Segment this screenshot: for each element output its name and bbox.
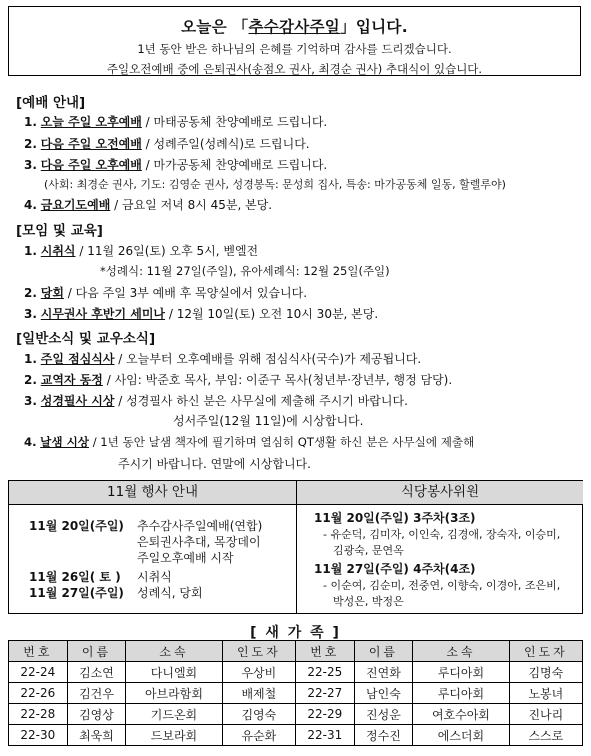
table-header-row bbox=[9, 641, 583, 662]
table-cell: 우상비 bbox=[222, 662, 295, 683]
table-cell: 배제철 bbox=[222, 683, 295, 704]
event-date: 11월 20일(주일) bbox=[29, 519, 124, 533]
event-date: 11월 26일( 토 ) bbox=[29, 570, 121, 584]
events-box bbox=[8, 480, 583, 614]
table-cell: 22-26 bbox=[9, 683, 68, 704]
col-header: 이름 bbox=[67, 641, 126, 662]
meeting-sub: *성례식: 11월 27일(주일), 유아세례식: 12월 25일(주일) bbox=[100, 264, 390, 278]
col-header: 번호 bbox=[9, 641, 68, 662]
table-cell: 루디아회 bbox=[413, 683, 509, 704]
table-cell: 남인숙 bbox=[354, 683, 413, 704]
table-row bbox=[9, 704, 583, 725]
header-box bbox=[8, 6, 581, 76]
table-cell: 노봉녀 bbox=[509, 683, 582, 704]
meeting-item: 1. 시취식 / 11월 26일(토) 오후 5시, 벧엘전 bbox=[24, 244, 259, 258]
duty-members: - 이순여, 김순미, 전중연, 이향숙, 이경아, 조은비, bbox=[323, 579, 561, 592]
table-cell: 김건우 bbox=[67, 683, 126, 704]
event-line: 성례식, 당회 bbox=[137, 586, 203, 600]
table-cell: 루디아회 bbox=[413, 662, 509, 683]
duty-members: - 유순덕, 김미자, 이인숙, 김경애, 장숙자, 이승미, bbox=[323, 528, 561, 541]
news-item: 3. 성경필사 시상 / 성경필사 하신 분은 사무실에 제출해 주시기 바랍니다. bbox=[24, 394, 408, 408]
table-cell: 김소연 bbox=[67, 662, 126, 683]
page-title: 오늘은 「추수감사주일」입니다. bbox=[181, 18, 408, 36]
title-keyword: 추수감사주일 bbox=[248, 18, 341, 36]
table-cell: 진연화 bbox=[354, 662, 413, 683]
worship-item: 4. 금요기도예배 / 금요일 저녁 8시 45분, 본당. bbox=[24, 198, 273, 212]
table-cell: 김명숙 bbox=[509, 662, 582, 683]
worship-item: 3. 다음 주일 오후예배 / 마가공동체 찬양예배로 드립니다. bbox=[24, 158, 328, 172]
event-line: 추수감사주일예배(연합) bbox=[137, 519, 263, 533]
col-header: 이름 bbox=[354, 641, 413, 662]
col-header: 인도자 bbox=[509, 641, 582, 662]
col-header: 소속 bbox=[126, 641, 222, 662]
table-cell: 22-30 bbox=[9, 725, 68, 746]
header-line-1: 1년 동안 받은 하나님의 은혜를 기억하며 감사를 드리겠습니다. bbox=[137, 42, 452, 56]
table-cell: 최욱희 bbox=[67, 725, 126, 746]
table-cell: 22-25 bbox=[295, 662, 354, 683]
col-header: 번호 bbox=[295, 641, 354, 662]
news-sub-4: 주시기 바랍니다. 연말에 시상합니다. bbox=[118, 457, 311, 471]
table-cell: 22-31 bbox=[295, 725, 354, 746]
events-divider bbox=[296, 481, 297, 613]
event-line: 시취식 bbox=[137, 570, 172, 584]
duty-members: 김광숙, 문연옥 bbox=[333, 544, 404, 557]
table-cell: 22-28 bbox=[9, 704, 68, 725]
worship-item: 2. 다음 주일 오전예배 / 성례주일(성례식)로 드립니다. bbox=[24, 137, 310, 151]
worship-item: 1. 오늘 주일 오후예배 / 마태공동체 찬양예배로 드립니다. bbox=[24, 115, 328, 129]
news-item: 1. 주일 점심식사 / 오늘부터 오후예배를 위해 점심식사(국수)가 제공됩니다. bbox=[24, 352, 422, 366]
event-line: 주일오후예배 시작 bbox=[137, 551, 234, 565]
table-cell: 22-29 bbox=[295, 704, 354, 725]
table-cell: 에스더회 bbox=[413, 725, 509, 746]
table-cell: 여호수아회 bbox=[413, 704, 509, 725]
new-family-title: [ 새 가 족 ] bbox=[250, 625, 341, 641]
duty-heading: 식당봉사위원 bbox=[296, 481, 583, 505]
worship-section-title: [예배 안내] bbox=[16, 95, 86, 111]
new-family-table bbox=[8, 640, 583, 746]
header-line-2: 주일오전예배 중에 은퇴권사(송점오 권사, 최경순 권사) 추대식이 있습니다. bbox=[106, 62, 483, 76]
table-cell: 22-27 bbox=[295, 683, 354, 704]
table-cell: 스스로 bbox=[509, 725, 582, 746]
table-row bbox=[9, 725, 583, 746]
news-sub-3: 성서주일(12월 11일)에 시상합니다. bbox=[173, 414, 364, 428]
table-cell: 유순화 bbox=[222, 725, 295, 746]
duty-group-head: 11월 20일(주일) 3주차(3조) bbox=[314, 511, 476, 525]
table-cell: 기드온회 bbox=[126, 704, 222, 725]
events-heading: 11월 행사 안내 bbox=[9, 481, 296, 505]
news-item: 4. 날샘 시상 / 1년 동안 날샘 책자에 필기하며 열심히 QT생활 하신 분은 사무실에 제출해 bbox=[24, 435, 475, 449]
table-cell: 드보라회 bbox=[126, 725, 222, 746]
col-header: 인도자 bbox=[222, 641, 295, 662]
table-row bbox=[9, 683, 583, 704]
table-cell: 다니엘회 bbox=[126, 662, 222, 683]
news-item: 2. 교역자 동정 / 사임: 박준호 목사, 부임: 이준구 목사(청년부·장년부, 행정 담당). bbox=[24, 373, 453, 387]
table-cell: 진성운 bbox=[354, 704, 413, 725]
meeting-section-title: [모임 및 교육] bbox=[16, 223, 103, 239]
table-cell: 정수진 bbox=[354, 725, 413, 746]
col-header: 소속 bbox=[413, 641, 509, 662]
table-row bbox=[9, 662, 583, 683]
meeting-item: 2. 당회 / 다음 주일 3부 예배 후 목양실에서 있습니다. bbox=[24, 286, 308, 300]
table-cell: 김영상 bbox=[67, 704, 126, 725]
duty-group-head: 11월 27일(주일) 4주차(4조) bbox=[314, 562, 476, 576]
table-cell: 22-24 bbox=[9, 662, 68, 683]
duty-members: 박성은, 박정은 bbox=[333, 595, 404, 608]
event-date: 11월 27일(주일) bbox=[29, 586, 124, 600]
table-cell: 아브라함회 bbox=[126, 683, 222, 704]
table-cell: 진나리 bbox=[509, 704, 582, 725]
meeting-item: 3. 시무권사 후반기 세미나 / 12월 10일(토) 오전 10시 30분, 본당. bbox=[24, 307, 379, 321]
table-cell: 김영숙 bbox=[222, 704, 295, 725]
news-section-title: [일반소식 및 교우소식] bbox=[16, 331, 156, 347]
worship-note: (사회: 최경순 권사, 기도: 김영순 권사, 성경봉독: 문성희 집사, 특송: 마가공동체 일동, 할렐루야) bbox=[44, 178, 506, 191]
event-line: 은퇴권사추대, 목장데이 bbox=[137, 535, 261, 549]
